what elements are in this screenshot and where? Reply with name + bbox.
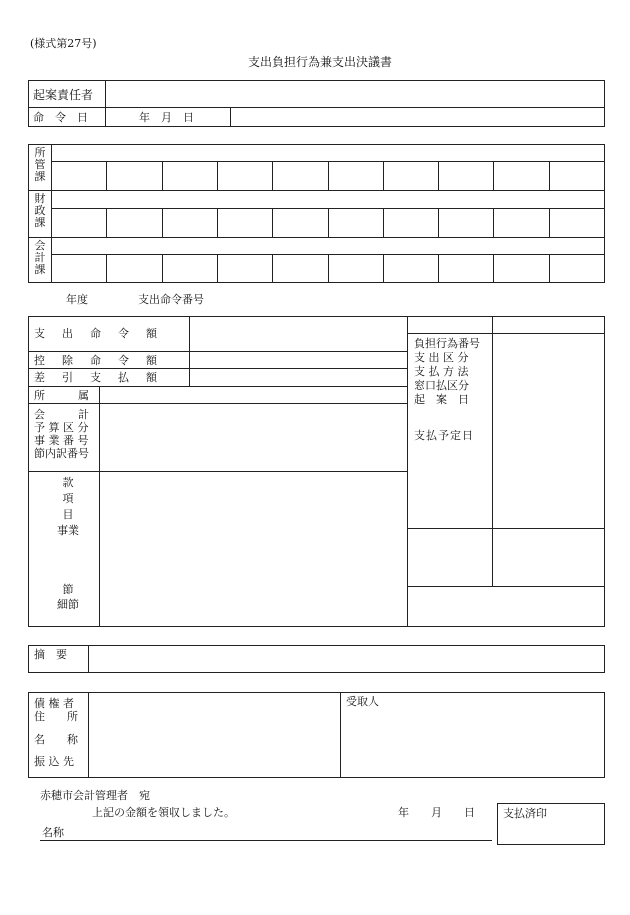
deduction-order-amount-field[interactable] [191,353,405,367]
approval-cell-divider [272,208,273,237]
right-block-labels: 負担行為番号 支 出 区 分 支 払 方 法 窓口払区分 起 案 日 [414,337,480,406]
budget-block-field[interactable] [101,473,405,625]
payment-order-amount-label: 支 出 命 令 額 [34,327,160,340]
receipt-statement: 上記の金額を領収しました。 [92,806,235,819]
approval-table [28,144,605,283]
approval-cell-divider [438,161,439,190]
receipt-date[interactable]: 年 月 日 [398,806,475,819]
approval-cell-divider [493,208,494,237]
approval-cell-divider [328,161,329,190]
approval-cell-divider [106,208,107,237]
approval-cell-divider [549,254,550,283]
fiscal-year-label: 年度 [66,293,88,306]
creditor-address-labels: 債 権 者 住 所 [34,697,78,723]
approval-row-label-zaisei: 財 政 課 [34,192,46,229]
net-payment-amount-field[interactable] [191,370,405,385]
approval-cell-divider [217,208,218,237]
approval-cell-divider [162,208,163,237]
order-number-label: 支出命令番号 [138,293,204,306]
summary-label: 摘 要 [34,648,67,661]
approval-cell-divider [162,254,163,283]
payment-order-amount-field[interactable] [191,318,405,350]
recipient-field[interactable] [342,708,603,776]
approval-cell-divider [217,254,218,283]
form-title: 支出負担行為兼支出決議書 [248,55,393,69]
approval-cell-divider [549,161,550,190]
recipient-label: 受取人 [346,695,379,708]
creditor-name-label: 名 称 [34,733,78,746]
approval-cell-divider [383,254,384,283]
affiliation-field[interactable] [101,388,405,402]
approval-cell-divider [383,208,384,237]
budget-block-top-labels: 款 項 目 事業 [57,476,79,537]
receipt-name-line[interactable] [40,840,492,841]
approval-cell-divider [493,161,494,190]
receipt-name-label: 名称 [42,826,64,839]
affiliation-label: 所 属 [34,389,89,402]
budget-block-bottom-labels: 節 細節 [57,583,79,611]
approval-cell-divider [272,161,273,190]
form-number: (様式第27号) [30,37,97,50]
approval-cell-divider [328,254,329,283]
summary-field[interactable] [90,647,603,671]
drafter-label: 起案責任者 [33,88,94,102]
approval-cell-divider [217,161,218,190]
net-payment-amount-label: 差 引 支 払 額 [34,371,160,384]
approval-cell-divider [549,208,550,237]
approval-cell-divider [162,161,163,190]
deduction-order-amount-label: 控 除 命 令 額 [34,354,160,367]
approval-cell-divider [106,254,107,283]
approval-row-label-kaikei: 会 計 課 [34,239,46,276]
accounting-block-field[interactable] [101,405,405,470]
drafter-field[interactable] [107,81,603,106]
order-date-value[interactable]: 年 月 日 [139,111,194,124]
paid-stamp-label: 支払済印 [503,807,547,820]
right-block-field[interactable] [494,335,603,527]
approval-cell-divider [106,161,107,190]
creditor-transfer-label: 振 込 先 [34,755,74,768]
approval-cell-divider [438,208,439,237]
accounting-block-labels: 会 計 予 算 区 分 事 業 番 号 節内訳番号 [34,408,89,460]
scheduled-date-label: 支払予定日 [414,429,474,442]
approval-cell-divider [272,254,273,283]
approval-cell-divider [438,254,439,283]
approval-cell-divider [328,208,329,237]
order-date-label: 命 令 日 [33,111,88,124]
approval-cell-divider [493,254,494,283]
approval-row-label-shokan: 所 管 課 [34,146,46,183]
creditor-field[interactable] [90,694,339,776]
receipt-addressee: 赤穂市会計管理者 宛 [40,789,150,802]
approval-cell-divider [383,161,384,190]
